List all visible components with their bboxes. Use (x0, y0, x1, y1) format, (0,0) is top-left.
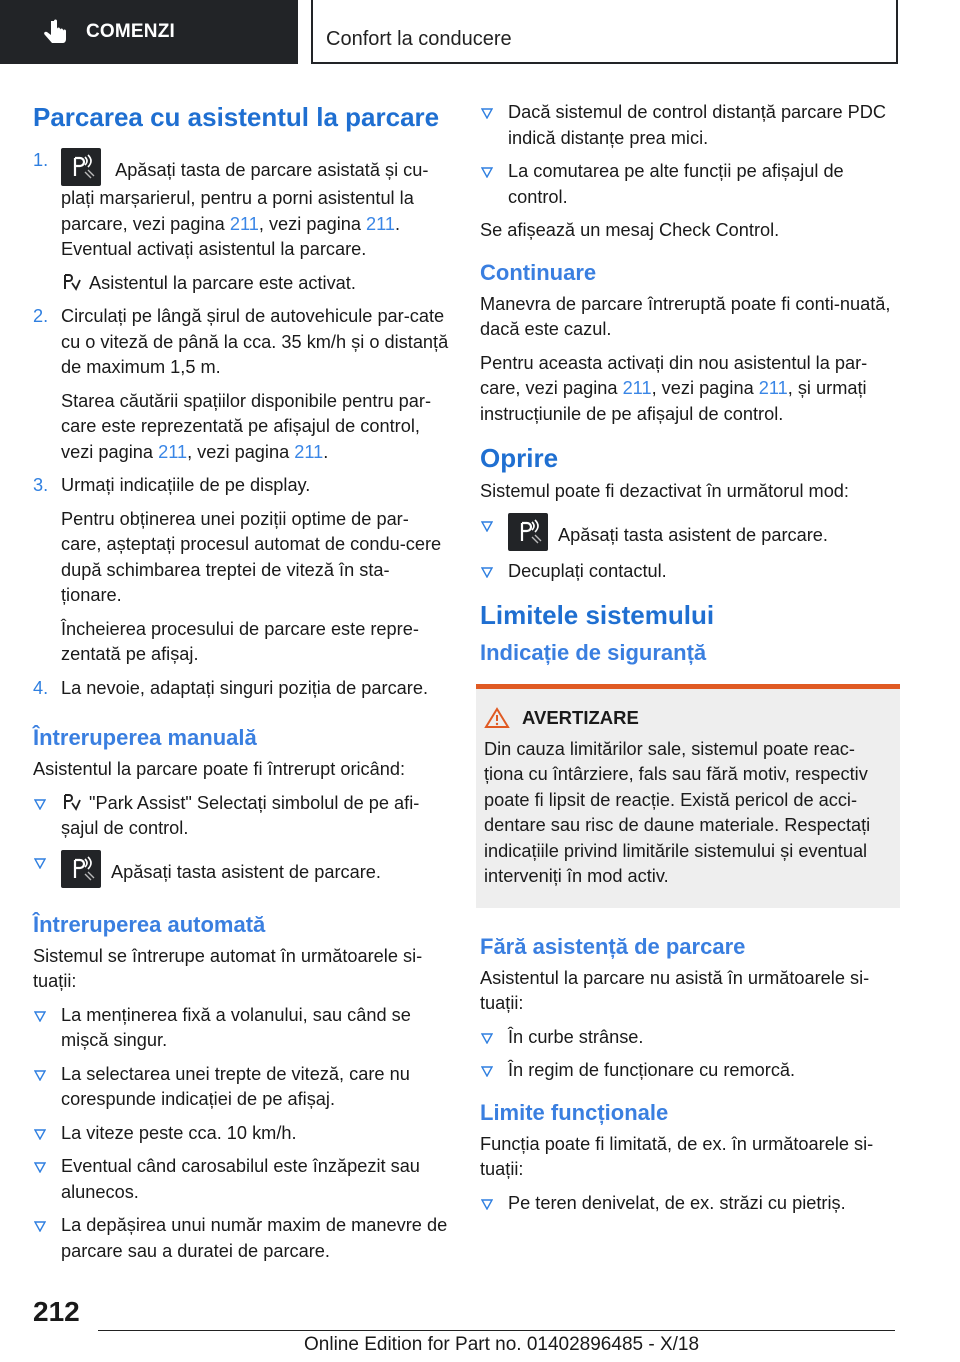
list-item (33, 676, 449, 702)
step-note: Încheierea procesului de parcare este repre-zentată pe afișaj. (61, 618, 419, 664)
warning-text: Din cauza limitărilor sale, sistemul poate reac-ționa cu întârziere, fals sau fără motiv, respectiv poate fi lipsit de reacție. Există pericol de acci-dentare sau risc de daune materiale. Respectați indicațiile privind limitările sistemului și eventual interveniți în mod activ. (484, 738, 871, 886)
triangle-bullet-icon (481, 1199, 493, 1210)
section-title: COMENZI (86, 21, 176, 42)
list-item (33, 850, 449, 888)
step-text: . Eventual activați asistentul la parcare. (61, 213, 401, 259)
paragraph-text: , și urmați instrucțiunile de pe afișajul de control. (480, 378, 867, 424)
list-text: La depășirea unui număr maxim de manevre de parcare sau a duratei de parcare. (61, 1215, 448, 1261)
subsection-heading: Limite funcționale (480, 1099, 669, 1125)
list-item (33, 1154, 449, 1205)
list-item (480, 159, 896, 210)
triangle-bullet-icon (481, 521, 493, 532)
step-note: Pentru obținerea unei poziții optime de par-care, așteptați procesul automat de condu-cere după schimbarea treptei de viteză în sta-ționare. (61, 508, 442, 605)
warning-box (476, 684, 900, 908)
footer-divider (98, 1330, 895, 1331)
park-assist-button-icon (508, 513, 548, 551)
list-item (33, 791, 449, 842)
triangle-bullet-icon (481, 167, 493, 178)
step-number: 2. (33, 306, 49, 326)
triangle-bullet-icon (481, 567, 493, 578)
step-text: Circulați pe lângă șirul de autovehicule par-cate cu o viteză de până la cca. 35 km/h și o distanță de maximum 1,5 m. (61, 306, 449, 377)
park-assist-active-icon (61, 791, 81, 813)
list-item (480, 100, 896, 151)
park-assist-button-icon (61, 850, 101, 888)
step-number: 3. (33, 475, 49, 495)
page-link[interactable]: 211 (758, 378, 788, 398)
subsection-heading: Continuare (480, 259, 597, 285)
list-text: Decuplați contactul. (508, 560, 667, 581)
warning-icon (484, 707, 510, 729)
subsection-heading: Întreruperea manuală (33, 725, 257, 750)
paragraph: Funcția poate fi limitată, de ex. în următoarele si-tuații: (480, 1133, 874, 1179)
triangle-bullet-icon (34, 1162, 46, 1173)
list-item (480, 559, 896, 585)
triangle-bullet-icon (481, 1033, 493, 1044)
park-assist-button-icon (61, 148, 101, 186)
step-note-text: , vezi pagina (187, 441, 295, 462)
triangle-bullet-icon (34, 1221, 46, 1232)
subsection-heading: Fără asistență de parcare (480, 933, 746, 959)
list-item (480, 513, 896, 551)
list-item (480, 1058, 896, 1084)
list-text: Apăsați tasta asistent de parcare. (111, 861, 381, 882)
section-heading: Parcarea cu asistentul la parcare (33, 102, 440, 132)
hand-icon (40, 17, 70, 47)
list-text: La menținerea fixă a volanului, sau când se mișcă singur. (61, 1004, 411, 1050)
step-text: Apăsați tasta de parcare asistată și cu-plați marșarierul, pentru a porni asistentul la parcare, vezi pagina (61, 160, 429, 234)
list-item (33, 1121, 449, 1147)
warning-title: AVERTIZARE (522, 707, 639, 728)
paragraph: Manevra de parcare întreruptă poate fi conti-nuată, dacă este cazul. (480, 293, 891, 339)
park-assist-active-icon (61, 271, 81, 293)
left-column (33, 100, 449, 1272)
paragraph: Asistentul la parcare poate fi întrerupt oricând: (33, 759, 406, 779)
triangle-bullet-icon (481, 108, 493, 119)
step-note-text: Asistentul la parcare este activat. (89, 272, 356, 293)
step-note-text: . (323, 441, 329, 462)
list-item (33, 1003, 449, 1054)
list-item (480, 1025, 896, 1051)
step-note-text: Starea căutării spațiilor disponibile pentru par-care este reprezentată pe afișajul de control, vezi pagina (61, 390, 432, 462)
chapter-title: Confort la conducere (326, 28, 512, 50)
step-text: Urmați indicațiile de pe display. (61, 475, 311, 495)
list-text: În regim de funcționare cu remorcă. (508, 1060, 796, 1080)
warning-header (484, 705, 892, 731)
list-text: În curbe strânse. (508, 1026, 644, 1047)
list-item (33, 473, 449, 499)
page-link[interactable]: 211 (294, 441, 324, 462)
list-text: La selectarea unei trepte de viteză, care nu corespunde indicației de pe afișaj. (61, 1063, 410, 1109)
list-text: Apăsați tasta asistent de parcare. (558, 524, 828, 545)
list-text: Pe teren denivelat, de ex. străzi cu pietriș. (508, 1192, 846, 1213)
list-text: "Park Assist" Selectați simbolul de pe afi-șajul de control. (61, 792, 420, 838)
edition-note: Online Edition for Part no. 01402896485 - X/18 (304, 1334, 700, 1355)
chapter-tab (311, 0, 898, 64)
section-heading: Oprire (480, 443, 559, 473)
page-link[interactable]: 211 (622, 378, 652, 398)
step-number: 1. (33, 150, 49, 170)
list-item (33, 1062, 449, 1113)
list-text: La viteze peste cca. 10 km/h. (61, 1122, 297, 1143)
list-text: Eventual când carosabilul este înzăpezit sau alunecos. (61, 1156, 420, 1202)
section-heading: Limitele sistemului (480, 600, 715, 630)
triangle-bullet-icon (34, 858, 46, 869)
list-item (33, 304, 449, 381)
paragraph-text: Pentru aceasta activați din nou asistentul la par-care, vezi pagina (480, 352, 868, 398)
triangle-bullet-icon (481, 1066, 493, 1077)
step-note (61, 389, 449, 466)
step-note (61, 271, 449, 297)
step-text: , vezi pagina (258, 213, 367, 234)
list-item (480, 1191, 896, 1217)
subsection-heading: Indicație de siguranță (480, 640, 707, 665)
triangle-bullet-icon (34, 799, 46, 810)
list-text: La comutarea pe alte funcții pe afișajul de control. (508, 161, 844, 207)
triangle-bullet-icon (34, 1011, 46, 1022)
page-number: 212 (33, 1296, 80, 1327)
paragraph (480, 351, 896, 428)
page-link[interactable]: 211 (229, 213, 259, 234)
paragraph: Asistentul la parcare nu asistă în următoarele si-tuații: (480, 967, 870, 1013)
paragraph: Se afișează un mesaj Check Control. (480, 220, 780, 240)
step-number: 4. (33, 677, 49, 698)
subsection-heading: Întreruperea automată (33, 911, 266, 937)
right-column (480, 100, 896, 1224)
list-text: Dacă sistemul de control distanță parcare PDC indică distanțe prea mici. (508, 102, 887, 148)
paragraph: Sistemul se întrerupe automat în următoarele si-tuații: (33, 945, 423, 991)
triangle-bullet-icon (34, 1129, 46, 1140)
paragraph-text: , vezi pagina (651, 378, 759, 398)
list-item (33, 148, 449, 263)
page-link[interactable]: 211 (366, 213, 396, 234)
step-text: La nevoie, adaptați singuri poziția de parcare. (61, 677, 429, 698)
triangle-bullet-icon (34, 1070, 46, 1081)
section-tab (0, 0, 298, 64)
paragraph: Sistemul poate fi dezactivat în următorul mod: (480, 481, 849, 501)
page-link[interactable]: 211 (158, 441, 188, 462)
list-item (33, 1213, 449, 1264)
